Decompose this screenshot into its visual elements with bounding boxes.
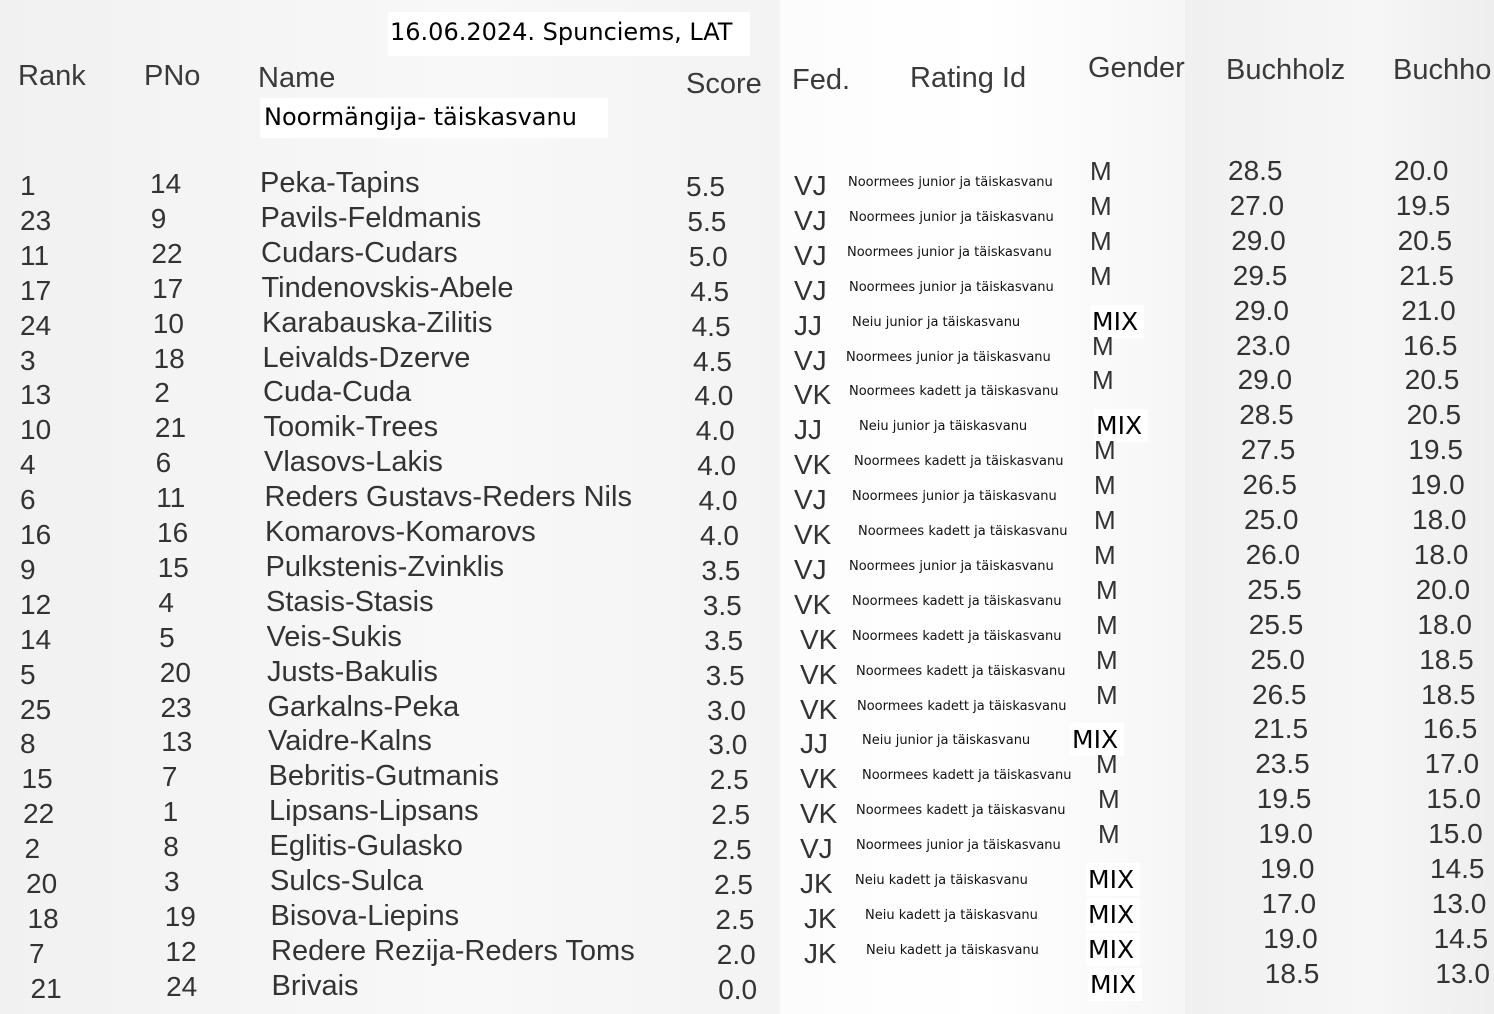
rating-id-cell: Noormees junior ja täiskasvanu — [848, 176, 1053, 189]
gender-cell: M — [1094, 507, 1116, 533]
gender-cell: MIX — [1088, 968, 1142, 1001]
pno-cell: 7 — [161, 763, 178, 792]
rating-id-cell: Noormees junior ja täiskasvanu — [852, 490, 1057, 504]
federation-cell: JJ — [800, 730, 828, 759]
buchholz-cell: 18.5 — [1264, 959, 1320, 988]
rank-cell: 10 — [20, 416, 52, 445]
gender-cell: MIX — [1086, 933, 1140, 966]
federation-cell: VK — [800, 765, 838, 794]
score-cell: 5.0 — [688, 242, 728, 271]
buchholz-cell: 28.5 — [1228, 157, 1283, 185]
buchholz-cell: 17.0 — [1261, 889, 1317, 918]
federation-cell: VK — [800, 660, 838, 689]
pno-cell: 6 — [155, 449, 172, 478]
gender-cell: M — [1094, 541, 1116, 568]
header-rating-id: Rating Id — [910, 64, 1027, 93]
federation-cell: VJ — [794, 346, 827, 375]
header-fed: Fed. — [792, 66, 851, 95]
pno-cell: 2 — [154, 379, 170, 408]
pno-cell: 21 — [154, 414, 187, 443]
rating-id-cell: Noormees kadett ja täiskasvanu — [854, 455, 1064, 469]
buchholz-2-cell: 18.0 — [1413, 540, 1469, 569]
score-cell: 3.5 — [702, 591, 742, 620]
score-cell: 2.5 — [715, 905, 755, 934]
name-cell: Bisova-Liepins — [270, 901, 460, 931]
rating-id-cell: Neiu kadett ja täiskasvanu — [866, 943, 1039, 957]
score-cell: 2.5 — [711, 801, 751, 830]
buchholz-cell: 27.5 — [1240, 436, 1296, 465]
buchholz-cell: 19.0 — [1260, 855, 1315, 883]
pno-cell: 4 — [158, 588, 174, 617]
buchholz-2-cell: 14.5 — [1430, 855, 1485, 883]
rank-cell: 8 — [20, 730, 36, 759]
header-gender: Gender — [1088, 54, 1185, 83]
federation-cell: JJ — [794, 416, 822, 445]
federation-cell: JK — [804, 939, 837, 968]
buchholz-cell: 25.0 — [1250, 645, 1305, 674]
rank-cell: 22 — [23, 800, 55, 829]
pno-cell: 5 — [159, 623, 175, 652]
rating-id-cell: Noormees kadett ja täiskasvanu — [858, 525, 1068, 538]
buchholz-2-cell: 21.0 — [1401, 296, 1456, 325]
buchholz-2-cell: 20.5 — [1397, 226, 1453, 255]
rank-cell: 16 — [20, 521, 52, 549]
score-cell: 4.5 — [690, 277, 730, 306]
pno-cell: 11 — [156, 484, 186, 513]
rank-cell: 3 — [20, 346, 36, 375]
buchholz-2-cell: 19.0 — [1410, 471, 1465, 500]
rating-id-cell: Neiu junior ja täiskasvanu — [862, 734, 1031, 748]
gender-cell: M — [1094, 437, 1116, 464]
name-cell: Pavils-Feldmanis — [260, 203, 482, 233]
score-cell: 4.0 — [695, 417, 735, 446]
score-cell: 3.0 — [707, 696, 746, 725]
rank-cell: 14 — [20, 625, 52, 654]
score-cell: 4.0 — [694, 382, 734, 411]
rating-id-cell: Noormees kadett ja täiskasvanu — [852, 594, 1062, 608]
rating-id-cell: Noormees kadett ja täiskasvanu — [857, 699, 1067, 713]
name-cell: Cudars-Cudars — [261, 238, 458, 268]
buchholz-cell: 25.0 — [1244, 506, 1299, 534]
buchholz-2-cell: 20.0 — [1394, 157, 1449, 185]
name-cell: Komarovs-Komarovs — [265, 518, 536, 547]
buchholz-2-cell: 20.0 — [1415, 575, 1471, 604]
federation-cell: VJ — [794, 206, 827, 235]
gender-cell: M — [1090, 262, 1112, 289]
score-cell: 4.5 — [693, 347, 732, 376]
pno-cell: 1 — [162, 798, 179, 827]
buchholz-2-cell: 16.5 — [1422, 715, 1478, 744]
pno-cell: 14 — [150, 170, 182, 198]
buchholz-cell: 19.0 — [1263, 924, 1318, 953]
rank-cell: 2 — [24, 835, 41, 864]
gender-cell: M — [1094, 472, 1116, 499]
rank-cell: 15 — [21, 765, 53, 794]
name-cell: Peka-Tapins — [260, 169, 420, 198]
buchholz-2-cell: 15.0 — [1426, 785, 1481, 814]
federation-cell: VK — [800, 695, 838, 724]
buchholz-2-cell: 13.0 — [1435, 959, 1490, 988]
score-cell: 3.5 — [701, 556, 741, 585]
rating-id-cell: Neiu junior ja täiskasvanu — [852, 315, 1021, 329]
buchholz-2-cell: 20.5 — [1406, 401, 1462, 430]
paper-scan-middle — [780, 0, 1185, 1014]
rank-cell: 1 — [20, 172, 36, 200]
buchholz-2-cell: 18.5 — [1419, 645, 1474, 674]
buchholz-2-cell: 18.0 — [1417, 610, 1472, 639]
rank-cell: 9 — [20, 555, 36, 584]
federation-cell: VK — [794, 381, 832, 410]
federation-cell: JK — [800, 870, 833, 898]
rating-id-cell: Noormees junior ja täiskasvanu — [849, 559, 1054, 573]
rank-cell: 11 — [20, 241, 50, 270]
buchholz-2-cell: 13.0 — [1431, 889, 1487, 918]
pno-cell: 3 — [164, 868, 180, 896]
rating-id-cell: Noormees kadett ja täiskasvanu — [856, 804, 1066, 818]
rating-id-cell: Noormees junior ja täiskasvanu — [856, 839, 1061, 853]
score-cell: 4.0 — [697, 452, 737, 481]
buchholz-cell: 25.5 — [1248, 610, 1304, 639]
name-cell: Eglitis-Gulasko — [269, 832, 463, 862]
header-pno: PNo — [144, 62, 201, 91]
buchholz-cell: 19.0 — [1258, 820, 1313, 849]
score-cell: 2.5 — [714, 871, 753, 899]
gender-cell: M — [1096, 576, 1118, 603]
federation-cell: VK — [794, 521, 832, 549]
buchholz-cell: 19.5 — [1256, 785, 1312, 814]
name-cell: Lipsans-Lipsans — [269, 797, 479, 827]
gender-cell: M — [1092, 367, 1114, 394]
gender-cell: M — [1090, 192, 1112, 219]
gender-cell: MIX — [1086, 863, 1140, 896]
rank-cell: 21 — [30, 974, 62, 1003]
name-cell: Bebritis-Gutmanis — [268, 762, 499, 792]
buchholz-cell: 28.5 — [1239, 401, 1294, 430]
buchholz-cell: 26.5 — [1242, 471, 1297, 500]
buchholz-2-cell: 18.0 — [1412, 506, 1467, 534]
federation-cell: VK — [794, 451, 832, 480]
federation-cell: VJ — [800, 835, 833, 864]
buchholz-2-cell: 18.5 — [1421, 680, 1476, 709]
rank-cell: 18 — [27, 904, 59, 933]
name-cell: Veis-Sukis — [266, 622, 402, 652]
buchholz-cell: 23.0 — [1236, 331, 1291, 360]
pno-cell: 18 — [153, 344, 185, 373]
name-cell: Stasis-Stasis — [266, 587, 434, 617]
buchholz-cell: 23.5 — [1255, 750, 1310, 779]
buchholz-2-cell: 21.5 — [1399, 261, 1454, 290]
rank-cell: 17 — [20, 276, 52, 305]
name-cell: Redere Rezija-Reders Toms — [271, 936, 635, 966]
federation-cell: VJ — [794, 241, 827, 270]
federation-cell: VJ — [794, 276, 827, 305]
pno-cell: 22 — [151, 239, 183, 268]
federation-cell: VJ — [794, 486, 827, 515]
buchholz-cell: 26.5 — [1252, 680, 1307, 709]
gender-cell: MIX — [1070, 723, 1124, 756]
rating-id-cell: Noormees kadett ja täiskasvanu — [852, 629, 1062, 643]
name-cell: Vlasovs-Lakis — [264, 448, 443, 478]
score-cell: 3.5 — [704, 626, 744, 655]
score-cell: 2.5 — [712, 836, 752, 865]
buchholz-cell: 29.0 — [1231, 226, 1286, 255]
gender-cell: MIX — [1086, 898, 1140, 931]
rank-cell: 6 — [20, 486, 36, 515]
rating-id-cell: Noormees kadett ja täiskasvanu — [862, 769, 1072, 783]
category-label: Noormängija- täiskasvanu — [264, 103, 577, 131]
pno-cell: 16 — [157, 519, 189, 547]
rank-cell: 12 — [20, 590, 52, 619]
buchholz-2-cell: 20.5 — [1404, 366, 1460, 395]
score-cell: 2.5 — [709, 766, 749, 795]
name-cell: Tindenovskis-Abele — [261, 273, 514, 303]
score-cell: 0.0 — [718, 975, 758, 1004]
name-cell: Brivais — [271, 971, 359, 1001]
rating-id-cell: Neiu junior ja täiskasvanu — [859, 420, 1028, 434]
buchholz-cell: 29.0 — [1234, 296, 1289, 325]
federation-cell: JK — [804, 904, 837, 933]
buchholz-cell: 29.5 — [1232, 261, 1288, 290]
gender-cell: M — [1090, 227, 1112, 254]
name-cell: Reders Gustavs-Reders Nils — [264, 483, 632, 513]
pno-cell: 20 — [159, 658, 191, 687]
pno-cell: 8 — [163, 833, 179, 862]
buchholz-2-cell: 16.5 — [1403, 331, 1458, 360]
buchholz-2-cell: 19.5 — [1395, 191, 1451, 220]
name-cell: Vaidre-Kalns — [268, 727, 432, 757]
buchholz-2-cell: 15.0 — [1428, 820, 1483, 849]
pno-cell: 9 — [150, 204, 167, 233]
name-cell: Sulcs-Sulca — [270, 867, 424, 896]
buchholz-2-cell: 19.5 — [1408, 436, 1463, 465]
pno-cell: 24 — [166, 972, 198, 1001]
rating-id-cell: Noormees junior ja täiskasvanu — [849, 280, 1054, 294]
score-cell: 2.0 — [716, 940, 756, 969]
federation-cell: JJ — [794, 311, 822, 340]
score-cell: 4.5 — [691, 312, 731, 341]
rank-cell: 25 — [20, 695, 52, 724]
pno-cell: 13 — [161, 728, 193, 757]
buchholz-cell: 25.5 — [1247, 575, 1302, 604]
score-cell: 5.5 — [686, 173, 725, 201]
header-score: Score — [686, 70, 762, 99]
score-cell: 3.0 — [708, 731, 748, 760]
rating-id-cell: Noormees junior ja täiskasvanu — [847, 245, 1052, 259]
gender-cell: M — [1096, 681, 1118, 708]
federation-cell: VK — [800, 625, 838, 654]
rank-cell: 13 — [20, 381, 52, 410]
rank-cell: 4 — [20, 451, 36, 480]
gender-cell: M — [1096, 611, 1118, 638]
pno-cell: 10 — [152, 309, 184, 338]
name-cell: Leivalds-Dzerve — [262, 343, 471, 373]
name-cell: Karabauska-Zilitis — [262, 308, 493, 338]
rank-cell: 5 — [20, 660, 36, 689]
federation-cell: VJ — [794, 172, 827, 200]
name-cell: Pulkstenis-Zvinklis — [265, 552, 504, 582]
gender-cell: MIX — [1094, 409, 1148, 442]
score-cell: 5.5 — [687, 207, 727, 236]
gender-cell: M — [1090, 158, 1112, 184]
federation-cell: VJ — [794, 555, 827, 584]
pno-cell: 19 — [164, 902, 196, 931]
rating-id-cell: Noormees junior ja täiskasvanu — [846, 350, 1051, 364]
gender-cell: M — [1098, 821, 1120, 848]
buchholz-cell: 27.0 — [1229, 191, 1285, 220]
score-cell: 4.0 — [700, 522, 739, 550]
header-buchholz: Buchholz — [1226, 56, 1346, 85]
buchholz-cell: 21.5 — [1253, 715, 1309, 744]
rank-cell: 20 — [26, 870, 58, 898]
buchholz-cell: 26.0 — [1245, 540, 1301, 569]
gender-cell: M — [1096, 751, 1118, 778]
gender-cell: M — [1092, 332, 1114, 359]
name-cell: Garkalns-Peka — [267, 692, 460, 722]
rating-id-cell: Neiu kadett ja täiskasvanu — [865, 908, 1038, 922]
header-name: Name — [258, 64, 336, 93]
gender-cell: M — [1096, 646, 1118, 673]
pno-cell: 17 — [152, 274, 184, 303]
score-cell: 4.0 — [698, 487, 738, 516]
rating-id-cell: Noormees kadett ja täiskasvanu — [849, 385, 1059, 399]
rank-cell: 23 — [20, 206, 52, 235]
event-title: 16.06.2024. Spunciems, LAT — [390, 18, 733, 46]
rank-cell: 7 — [29, 939, 45, 968]
rating-id-cell: Neiu kadett ja täiskasvanu — [855, 874, 1028, 887]
federation-cell: VK — [794, 590, 832, 619]
gender-cell: M — [1098, 786, 1120, 813]
buchholz-cell: 29.0 — [1237, 366, 1293, 395]
federation-cell: VK — [800, 800, 838, 829]
name-cell: Cuda-Cuda — [263, 378, 412, 408]
name-cell: Toomik-Trees — [263, 413, 439, 443]
pno-cell: 15 — [157, 553, 189, 582]
score-cell: 3.5 — [705, 661, 745, 690]
buchholz-2-cell: 14.5 — [1433, 924, 1489, 953]
pno-cell: 12 — [165, 937, 197, 966]
rating-id-cell: Noormees kadett ja täiskasvanu — [856, 664, 1066, 678]
rating-id-cell: Noormees junior ja täiskasvanu — [849, 210, 1054, 224]
pno-cell: 23 — [160, 693, 192, 722]
gender-cell: MIX — [1090, 305, 1144, 338]
name-cell: Justs-Bakulis — [267, 657, 438, 687]
header-rank: Rank — [18, 62, 86, 91]
rank-cell: 24 — [20, 311, 52, 340]
header-buchholz-2: Buchho — [1393, 56, 1492, 85]
buchholz-2-cell: 17.0 — [1424, 750, 1480, 779]
